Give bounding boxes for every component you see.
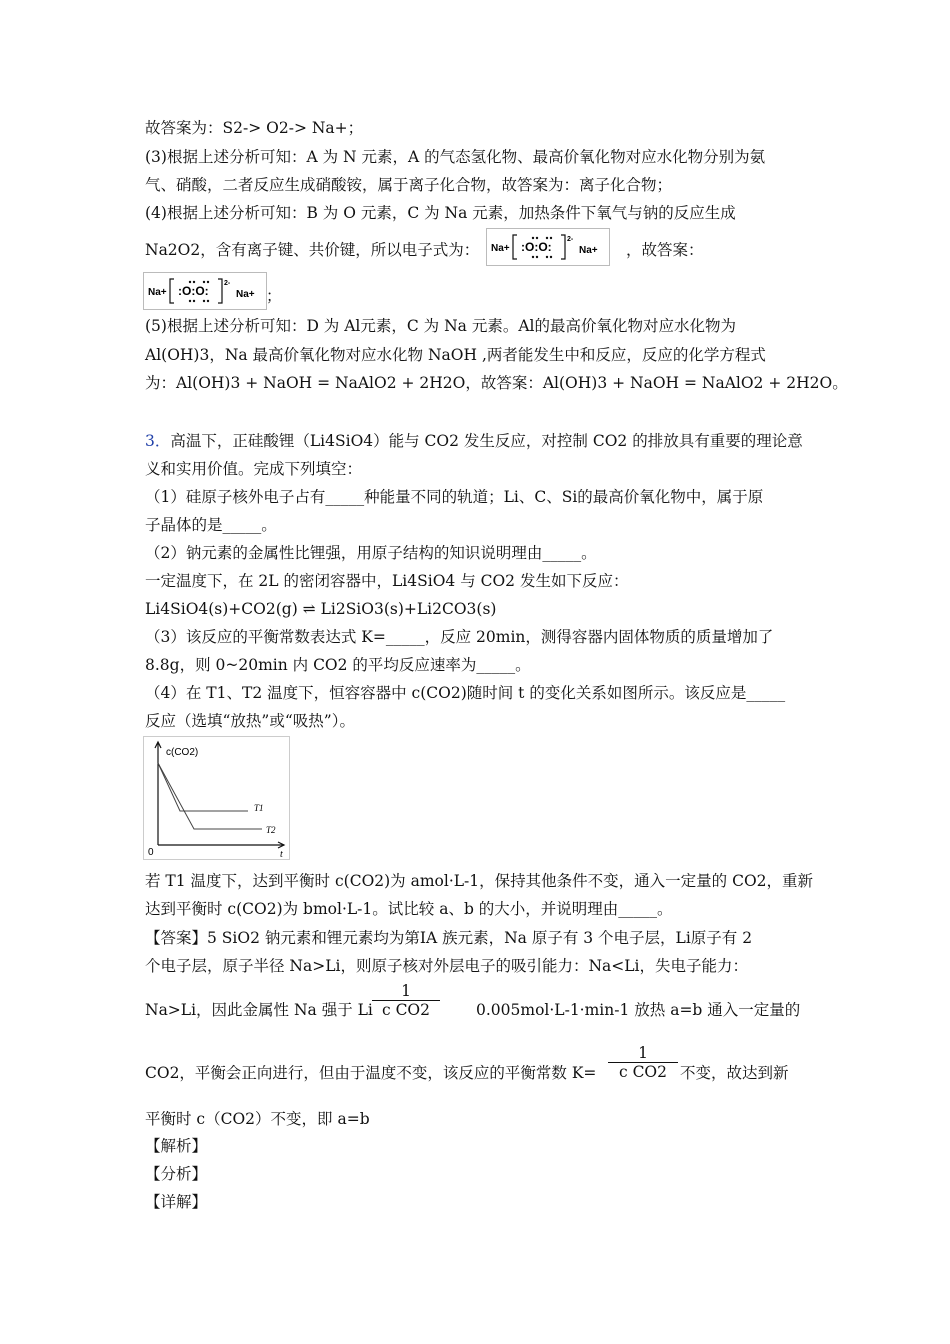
na-right-label: Na+ xyxy=(579,245,598,256)
text-line: 不变，故达到新 xyxy=(680,1064,789,1082)
x-axis-label: t xyxy=(280,849,283,859)
oxygen-pair-label: :O:O: xyxy=(178,284,209,298)
na-left-label: Na+ xyxy=(491,243,510,254)
text-line: (4)根据上述分析可知：B 为 O 元素，C 为 Na 元素，加热条件下氧气与钠的反应生成 xyxy=(145,204,736,222)
text-line: （4）在 T1、T2 温度下，恒容容器中 c(CO2)随时间 t 的变化关系如图所示。该反应是_____ xyxy=(145,684,786,702)
text-line: 达到平衡时 c(CO2)为 bmol·L-1。试比较 a、b 的大小，并说明理由_____。 xyxy=(145,900,673,918)
fraction-k xyxy=(372,982,440,1019)
text-line: 8.8g，则 0~20min 内 CO2 的平均反应速率为_____。 xyxy=(145,656,531,674)
text-line: 若 T1 温度下，达到平衡时 c(CO2)为 amol·L-1，保持其他条件不变，通入一定量的 CO2，重新 xyxy=(145,872,814,890)
text-line: 一定温度下，在 2L 的密闭容器中，Li4SiO4 与 CO2 发生如下反应： xyxy=(145,572,629,590)
text-line: 平衡时 c（CO2）不变，即 a=b xyxy=(145,1110,370,1128)
text-line: 个电子层，原子半径 Na>Li，则原子核对外层电子的吸引能力：Na<Li，失电子能力： xyxy=(145,957,749,975)
text-line: （3）该反应的平衡常数表达式 K=_____，反应 20min，测得容器内固体物质的质量增加了 xyxy=(145,628,774,646)
section-heading: 【分析】 xyxy=(145,1165,208,1183)
text-line: ； xyxy=(266,287,282,305)
electron-formula-svg-2 xyxy=(144,273,266,309)
text-line: 子晶体的是_____。 xyxy=(145,516,277,534)
section-heading: 【详解】 xyxy=(145,1193,208,1211)
text-line: (3)根据上述分析可知：A 为 N 元素，A 的气态氢化物、最高价氧化物对应水化物分别为氨 xyxy=(145,148,766,166)
fraction-numerator: 1 xyxy=(638,1044,648,1062)
text-line: （1）硅原子核外电子占有_____种能量不同的轨道；Li、C、Si的最高价氧化物中，属于原 xyxy=(145,488,764,506)
text-line: （2）钠元素的金属性比锂强，用原子结构的知识说明理由_____。 xyxy=(145,544,597,562)
text-line: Na>Li，因此金属性 Na 强于 Li xyxy=(145,1001,373,1019)
text-line: 0.005mol·L-1·min-1 放热 a=b 通入一定量的 xyxy=(476,1001,801,1019)
fraction-denominator: c CO2 xyxy=(372,1000,440,1019)
oxygen-pair-label: :O:O: xyxy=(521,240,552,254)
question-3-line xyxy=(145,430,803,452)
charge-label: 2- xyxy=(224,280,231,287)
equation-line: Li4SiO4(s)+CO2(g) ⇌ Li2SiO3(s)+Li2CO3(s) xyxy=(145,600,497,618)
text-line: 气、硝酸，二者反应生成硝酸铵，属于离子化合物，故答案为：离子化合物； xyxy=(145,176,673,194)
electron-formula-svg xyxy=(487,229,609,265)
na-right-label: Na+ xyxy=(236,289,255,300)
electron-formula-image-2 xyxy=(143,272,267,310)
text-line: 义和实用价值。完成下列填空： xyxy=(145,460,363,478)
curve-t2-label: T2 xyxy=(266,825,276,835)
text-line: ，故答案： xyxy=(626,241,704,259)
fraction-numerator: 1 xyxy=(401,982,411,1000)
curve-t1-label: T1 xyxy=(254,803,264,813)
fraction-denominator: c CO2 xyxy=(608,1062,678,1081)
charge-label: 2- xyxy=(567,236,574,243)
graph-svg xyxy=(144,737,289,859)
concentration-time-graph xyxy=(143,736,290,860)
text-line: CO2，平衡会正向进行，但由于温度不变，该反应的平衡常数 K= xyxy=(145,1064,597,1082)
origin-label: 0 xyxy=(148,847,154,858)
text-line: 高温下，正硅酸锂（Li4SiO4）能与 CO2 发生反应，对控制 CO2 的排放具有重要的理论意 xyxy=(170,432,803,450)
electron-formula-image xyxy=(486,228,610,266)
text-line: Na2O2，含有离子键、共价键，所以电子式为： xyxy=(145,241,480,259)
question-number: 3． xyxy=(145,432,171,450)
na-left-label: Na+ xyxy=(148,287,167,298)
answer-line: 【答案】5 SiO2 钠元素和锂元素均为第ⅠA 族元素，Na 原子有 3 个电子层，Li原子有 2 xyxy=(145,929,753,947)
section-heading: 【解析】 xyxy=(145,1137,208,1155)
text-line: (5)根据上述分析可知：D 为 Al元素，C 为 Na 元素。Al的最高价氧化物对应水化物为 xyxy=(145,317,736,335)
text-line: 故答案为：S2-> O2-> Na+； xyxy=(145,119,364,137)
y-axis-label: c(CO2) xyxy=(166,747,199,758)
fraction-k-2 xyxy=(608,1044,678,1081)
text-line: 为：Al(OH)3 + NaOH = NaAlO2 + 2H2O，故答案：Al(OH)3 + NaOH = NaAlO2 + 2H2O。 xyxy=(145,374,848,392)
text-line: Al(OH)3，Na 最高价氧化物对应水化物 NaOH ,两者能发生中和反应，反应的化学方程式 xyxy=(145,346,766,364)
text-line: 反应（选填“放热”或“吸热”）。 xyxy=(145,712,355,730)
